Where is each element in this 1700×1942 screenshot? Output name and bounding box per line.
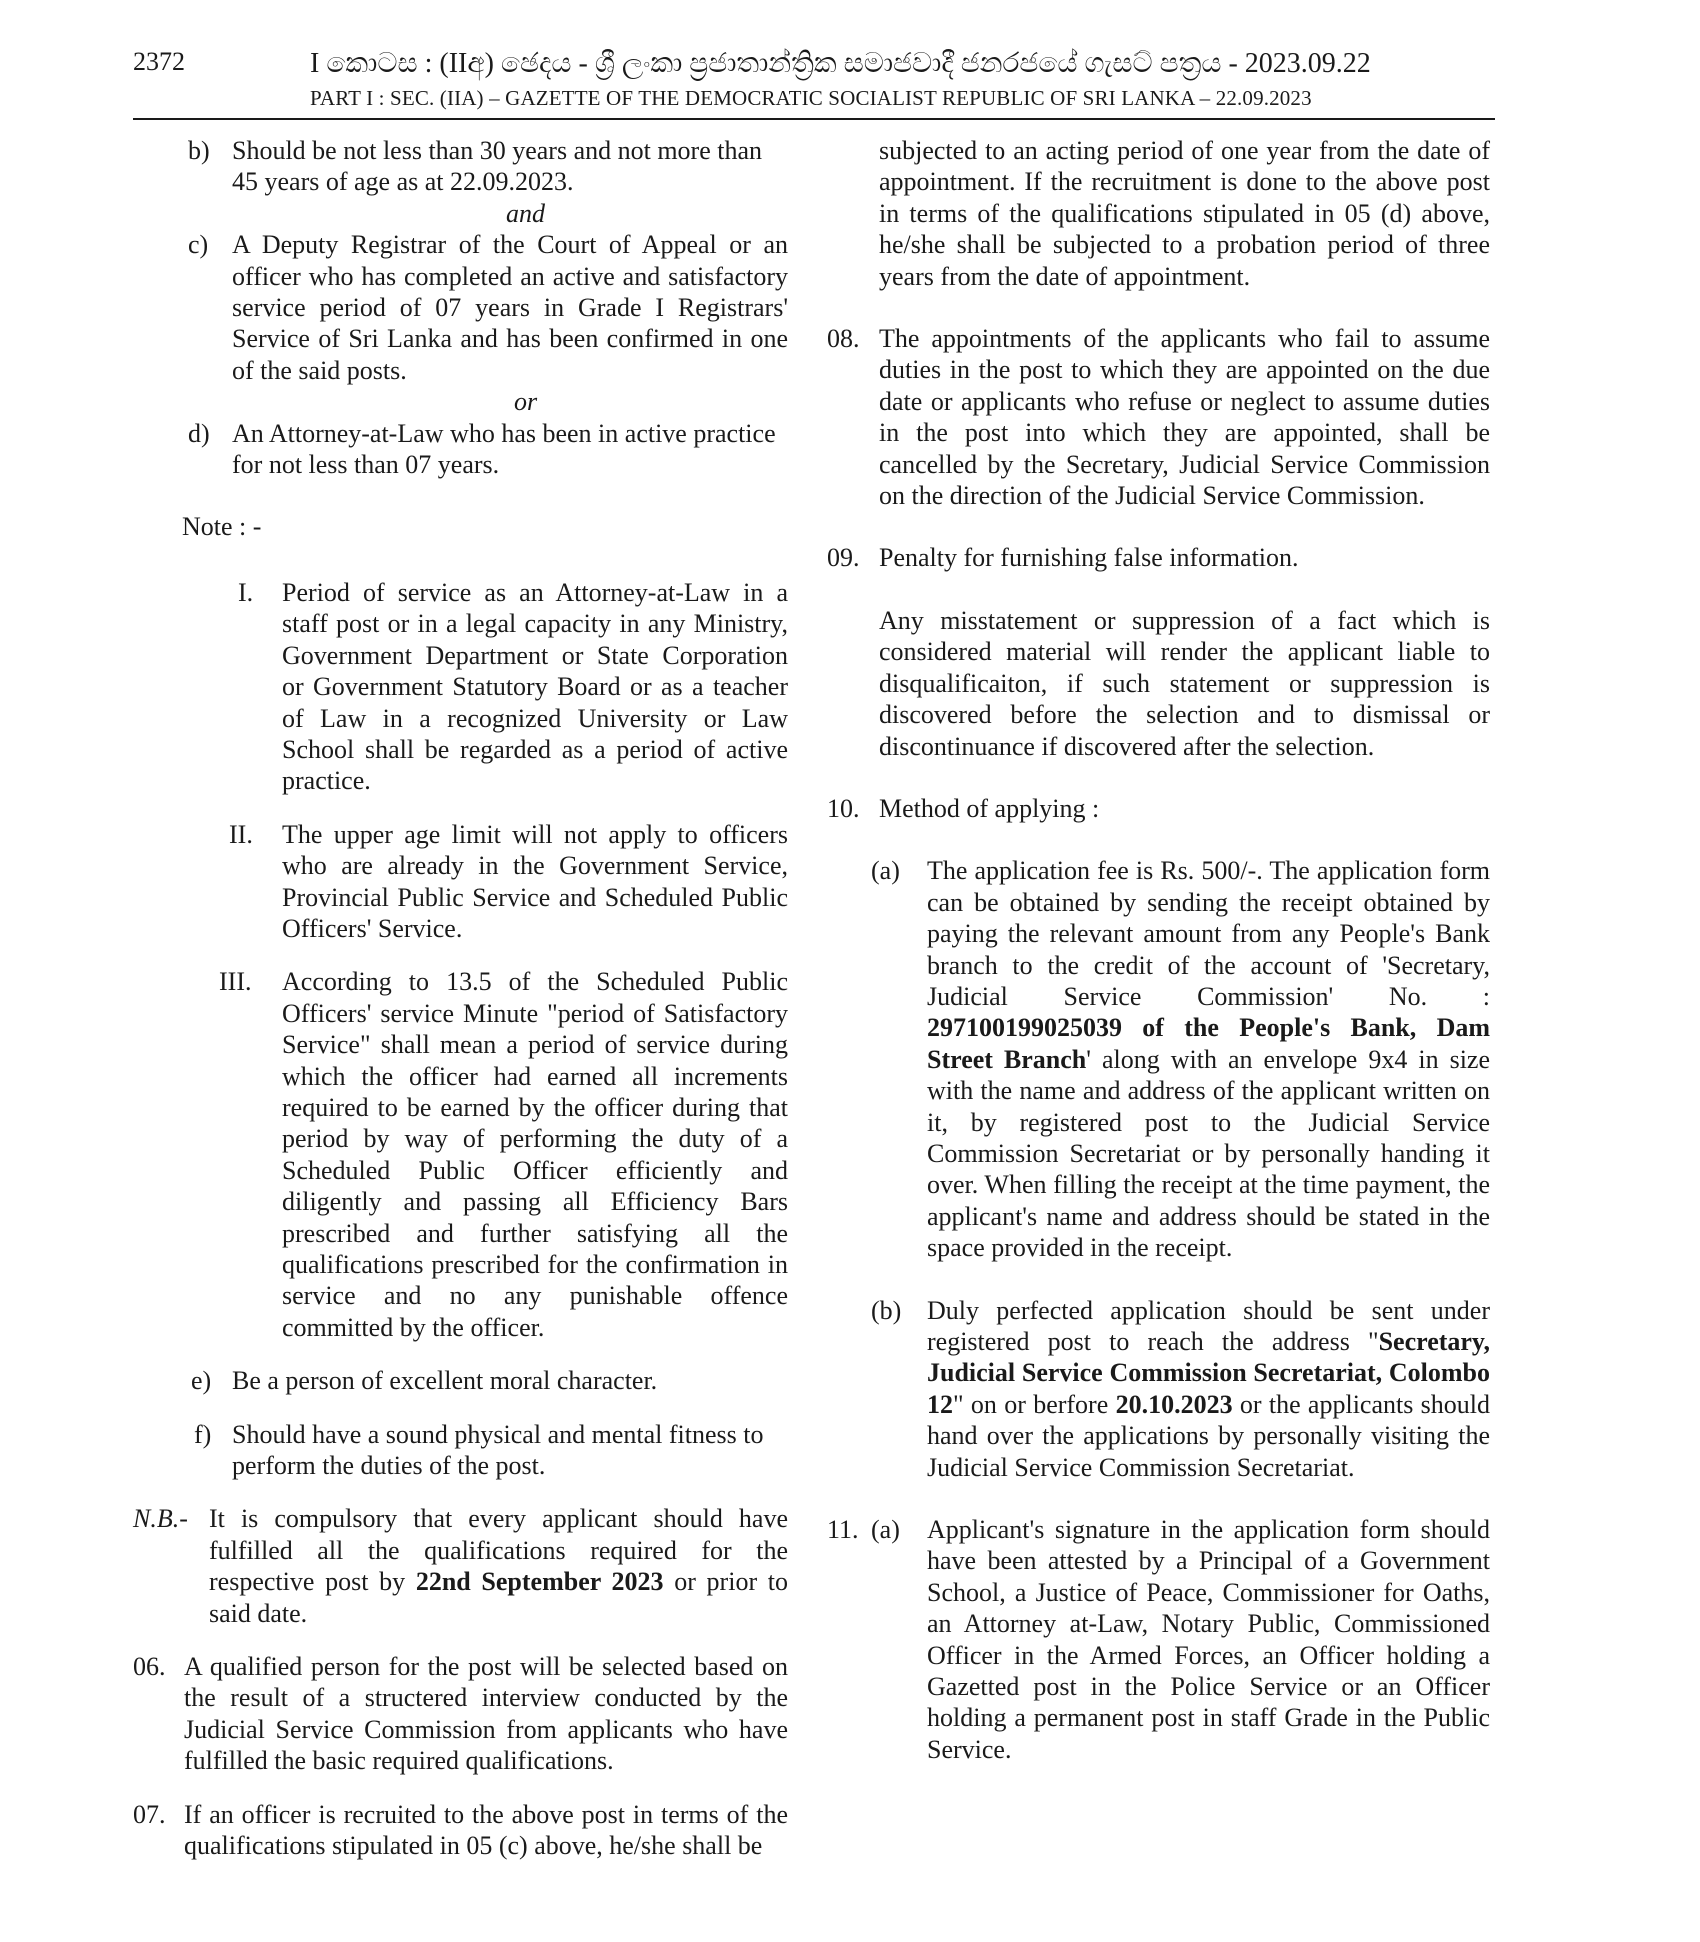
item-d-label: d) <box>188 418 210 448</box>
or-connector: or <box>513 387 538 417</box>
item-b-text: Should be not less than 30 years and not more than 45 years of age as at 22.09.2023. <box>232 136 763 197</box>
item-d <box>133 418 788 481</box>
section-07-continued <box>827 135 1490 292</box>
section-09-label: 09. <box>827 543 860 573</box>
header-title-english: PART I : SEC. (IIA) – GAZETTE OF THE DEMOCRATIC SOCIALIST REPUBLIC OF SRI LANKA – 22.09.2023 <box>310 86 1312 110</box>
section-10a-text: The application fee is Rs. 500/-. The application form can be obtained by sending the receipt obtained by paying the relevant amount from any People's Bank branch to the credit of the account of 'Secretary, Judicial Service Commission' No. : 297100199025039 of the People's Bank, Dam Street Branch' along with an envelope 9x4 in size with the name and address of the applicant written on it, by registered post to the Judicial Service Commission Secretariat or by personally handing it over. When filling the receipt at the time payment, the applicant's name and address should be stated in the space provided in the receipt. <box>927 856 1490 1263</box>
closing-date: 20.10.2023 <box>1115 1389 1233 1419</box>
section-09-text: Any misstatement or suppression of a fact which is considered material will render the applicant liable to disqualificaiton, if such statement or suppression is discovered before the selection and to dismissal or discontinuance if discovered after the selection. <box>879 605 1490 761</box>
section-07-label: 07. <box>133 1799 166 1829</box>
section-11a <box>827 1514 1490 1765</box>
nb-note <box>133 1503 788 1629</box>
note-II-label: II. <box>229 819 253 849</box>
note-III <box>133 966 788 1343</box>
item-d-text: An Attorney-at-Law who has been in active practice for not less than 07 years. <box>232 418 776 480</box>
running-header <box>310 47 1410 111</box>
and-connector: and <box>506 198 545 228</box>
section-10b <box>827 1295 1490 1483</box>
section-06-label: 06. <box>133 1652 166 1682</box>
note-II-text: The upper age limit will not apply to officers who are already in the Government Service, Provincial Public Service and Scheduled Public Officers' Service. <box>282 819 788 943</box>
secretariat-address: Secretary, Judicial Service Commission Secretariat, Colombo 12 <box>927 1327 1490 1419</box>
section-10b-text: Duly perfected application should be sent under registered post to reach the address "Secretary, Judicial Service Commission Secretariat, Colombo 12" on or berfore 20.10.2023 or the applicants should hand over the applications by personally visiting the Judicial Service Commission Secretariat. <box>927 1295 1490 1482</box>
header-rule <box>133 118 1495 120</box>
section-09 <box>827 542 1490 761</box>
section-11a-text: Applicant's signature in the application form should have been attested by a Principal of a Government School, a Justice of Peace, Commissioner for Oaths, an Attorney at-Law, Notary Public, Commissioned Officer in the Armed Forces, an Officer holding a Gazetted post in the Police Service or an Officer holding a permanent post in staff Grade in the Public Service. <box>927 1515 1490 1764</box>
section-10-title: Method of applying : <box>879 793 1100 823</box>
item-f-text: Should have a sound physical and mental fitness to perform the duties of the post. <box>232 1419 764 1481</box>
section-06 <box>133 1651 788 1777</box>
item-e-label: e) <box>191 1366 212 1396</box>
note-III-text: According to 13.5 of the Scheduled Public Officers' service Minute "period of Satisfactory Service" shall mean a period of service during which the officer had earned all increments required to be earned by the officer during that period by way of performing the duty of a Scheduled Public Officer efficiently and diligently and passing all Efficiency Bars prescribed and further satisfying all the qualifications prescribed for the confirmation in service and no any punishable offence committed by the officer. <box>282 967 788 1342</box>
item-c-text: A Deputy Registrar of the Court of Appeal or an officer who has completed an active and satisfactory service period of 07 years in Grade I Registrars' Service of Sri Lanka and has been confirmed in one of the said posts. <box>232 230 788 385</box>
bank-account-details: 297100199025039 of the People's Bank, Dam Street Branch <box>927 1013 1490 1074</box>
item-c-label: c) <box>188 230 209 260</box>
section-07 <box>133 1799 788 1862</box>
section-08-text: The appointments of the applicants who fail to assume duties in the post to which they are appointed on the due date or applicants who refuse or neglect to assume duties in the post into which they are appointed, shall be cancelled by the Secretary, Judicial Service Commission on the direction of the Judicial Service Commission. <box>879 324 1490 511</box>
section-07-cont-text: subjected to an acting period of one year from the date of appointment. If the recruitment is done to the above post in terms of the qualifications stipulated in 05 (d) above, he/she shall be subjected to a probation period of three years from the date of appointment. <box>879 136 1490 291</box>
note-II <box>133 819 788 945</box>
right-column <box>827 135 1490 1765</box>
note-label: Note : - <box>182 512 262 542</box>
item-f-label: f) <box>194 1419 212 1449</box>
item-c <box>133 229 788 386</box>
section-09-title: Penalty for furnishing false information. <box>879 543 1299 573</box>
note-I-label: I. <box>238 577 254 607</box>
item-e-text: Be a person of excellent moral character. <box>232 1366 658 1396</box>
section-08-label: 08. <box>827 324 860 354</box>
section-10 <box>827 793 1490 824</box>
item-b <box>133 135 788 198</box>
section-10b-label: (b) <box>871 1295 902 1325</box>
section-11a-label: (a) <box>871 1515 900 1545</box>
item-b-label: b) <box>188 136 210 165</box>
section-06-text: A qualified person for the post will be selected based on the result of a structered interview conducted by the Judicial Service Commission from applicants who have fulfilled the basic required qualifications. <box>184 1652 788 1776</box>
nb-text: It is compulsory that every applicant should have fulfilled all the qualifications required for the respective post by 22nd September 2023 or prior to said date. <box>209 1504 789 1628</box>
nb-label: N.B.- <box>133 1504 188 1534</box>
section-10a <box>827 855 1490 1263</box>
section-10-label: 10. <box>827 793 860 823</box>
page-number: 2372 <box>133 47 185 76</box>
item-f <box>133 1419 788 1482</box>
section-11-label: 11. <box>827 1515 859 1545</box>
section-10a-label: (a) <box>871 856 900 886</box>
nb-date: 22nd September 2023 <box>415 1567 664 1597</box>
section-08 <box>827 323 1490 511</box>
header-title-sinhala: I කොටස : (IIඅ) ඡෙදය - ශ්‍රී ලංකා ප්‍රජාතාන්ත්‍රික සමාජවාදී ජනරජයේ ගැසට් පත්‍රය - 2023.09.22 <box>310 48 1371 79</box>
note-I <box>133 577 788 797</box>
item-e <box>133 1365 788 1396</box>
note-III-label: III. <box>219 967 252 997</box>
left-column <box>133 135 788 1862</box>
section-07-text: If an officer is recruited to the above post in terms of the qualifications stipulated in 05 (c) above, he/she shall be <box>184 1799 788 1861</box>
note-I-text: Period of service as an Attorney-at-Law in a staff post or in a legal capacity in any Ministry, Government Department or State Corporation or Government Statutory Board or as a teacher of Law in a recognized University or Law School shall be regarded as a period of active practice. <box>282 577 788 796</box>
